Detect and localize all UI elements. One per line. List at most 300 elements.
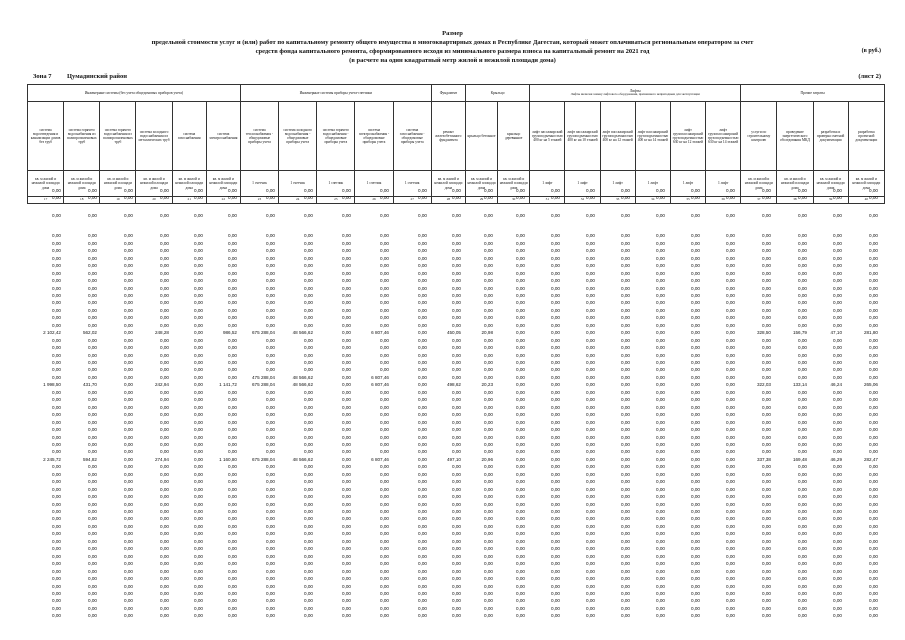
- table-cell: 0,00: [798, 263, 807, 269]
- table-cell: 0,00: [52, 195, 61, 201]
- table-cell: 0,00: [160, 360, 169, 365]
- table-cell: 0,00: [762, 479, 771, 485]
- table-cell: 475 288,04: [252, 374, 275, 380]
- table-cell: 0,00: [516, 523, 525, 529]
- table-cell: 0,00: [691, 494, 700, 500]
- table-cell: 0,00: [52, 583, 61, 589]
- table-cell: 0,00: [621, 494, 630, 500]
- table-cell: 0,00: [52, 367, 61, 373]
- column-header: лифт пассажирский грузоподъемностью 400 кг на 5 этажей: [530, 102, 565, 171]
- table-cell: 0,00: [484, 389, 493, 395]
- table-cell: 0,00: [656, 195, 665, 201]
- table-cell: 0,00: [586, 419, 595, 425]
- column-number: 30: [498, 197, 530, 204]
- table-cell: 0,00: [762, 494, 771, 500]
- table-cell: 0,00: [266, 367, 275, 373]
- table-cell: 0,00: [266, 307, 275, 313]
- table-cell: 0,00: [656, 456, 665, 462]
- table-cell: 0,00: [160, 337, 169, 343]
- table-cell: 0,00: [691, 188, 700, 193]
- table-row: [27, 308, 885, 315]
- table-row: [27, 213, 885, 220]
- table-cell: 0,00: [52, 278, 61, 284]
- table-cell: 0,00: [266, 479, 275, 485]
- column-header: система холодного водоснабжения из металлических труб: [136, 102, 172, 171]
- table-cell: 0,00: [551, 568, 560, 574]
- table-cell: 0,00: [656, 494, 665, 500]
- column-unit: кв. м жилой и нежилой площади дома: [136, 171, 172, 197]
- table-cell: 0,00: [586, 255, 595, 261]
- table-cell: 0,00: [266, 464, 275, 470]
- table-cell: 0,00: [418, 598, 427, 604]
- table-cell: 0,00: [380, 509, 389, 514]
- column-unit: кв. м жилой и нежилой площади дома: [28, 171, 64, 197]
- table-cell: 0,00: [194, 382, 203, 388]
- table-cell: 1 160,80: [219, 456, 237, 462]
- table-cell: 0,00: [228, 278, 237, 284]
- table-cell: 0,00: [762, 449, 771, 455]
- table-cell: 0,00: [304, 427, 313, 433]
- table-cell: 0,00: [484, 590, 493, 596]
- table-cell: 0,00: [124, 292, 133, 298]
- table-cell: 0,00: [194, 270, 203, 276]
- table-cell: 0,00: [621, 427, 630, 433]
- table-cell: 0,00: [124, 337, 133, 343]
- table-cell: 0,00: [869, 419, 878, 425]
- table-cell: 0,00: [380, 345, 389, 351]
- table-cell: 47,10: [830, 330, 842, 336]
- table-cell: 0,00: [726, 212, 735, 218]
- table-cell: 0,00: [304, 464, 313, 470]
- table-cell: 0,00: [52, 270, 61, 276]
- table-cell: 0,00: [304, 397, 313, 403]
- table-cell: 0,00: [484, 233, 493, 239]
- table-cell: 0,00: [691, 382, 700, 388]
- table-cell: 0,00: [621, 307, 630, 313]
- table-cell: 0,00: [124, 397, 133, 403]
- table-cell: 0,00: [418, 360, 427, 365]
- table-cell: 0,00: [869, 479, 878, 485]
- table-cell: 0,00: [551, 531, 560, 537]
- column-number: 24: [279, 197, 317, 204]
- table-cell: 0,00: [798, 427, 807, 433]
- table-cell: 0,00: [266, 263, 275, 269]
- table-cell: 0,00: [418, 434, 427, 440]
- table-cell: 0,00: [656, 285, 665, 291]
- table-cell: 0,00: [691, 263, 700, 269]
- table-cell: 0,00: [228, 464, 237, 470]
- table-cell: 0,00: [88, 479, 97, 485]
- table-row: [27, 188, 885, 195]
- table-cell: 0,00: [833, 255, 842, 261]
- table-row: [27, 464, 885, 471]
- table-cell: 0,00: [484, 523, 493, 529]
- table-cell: 0,00: [418, 285, 427, 291]
- table-cell: 0,00: [621, 613, 630, 619]
- table-cell: 0,00: [516, 456, 525, 462]
- table-cell: 0,00: [124, 494, 133, 500]
- table-cell: 0,00: [418, 471, 427, 477]
- table-cell: 497,10: [446, 456, 461, 462]
- table-cell: 0,00: [691, 523, 700, 529]
- table-cell: 0,00: [52, 464, 61, 470]
- table-cell: 0,00: [726, 367, 735, 373]
- table-cell: 0,00: [194, 292, 203, 298]
- table-cell: 0,00: [586, 449, 595, 455]
- table-cell: 0,00: [342, 195, 351, 201]
- table-cell: 0,00: [160, 434, 169, 440]
- table-cell: 0,00: [656, 546, 665, 552]
- table-cell: 0,00: [798, 389, 807, 395]
- table-cell: 0,00: [762, 240, 771, 246]
- table-cell: 0,00: [304, 576, 313, 582]
- table-cell: 0,00: [228, 568, 237, 574]
- table-cell: 0,00: [551, 509, 560, 514]
- table-cell: 0,00: [516, 546, 525, 552]
- table-cell: 0,00: [160, 233, 169, 239]
- table-cell: 0,00: [194, 613, 203, 619]
- table-cell: 0,00: [516, 486, 525, 492]
- table-cell: 0,00: [586, 195, 595, 201]
- table-cell: 0,00: [656, 553, 665, 559]
- table-cell: 0,00: [551, 583, 560, 589]
- table-cell: 0,00: [266, 509, 275, 514]
- column-number: 21: [172, 197, 206, 204]
- table-cell: 0,00: [266, 523, 275, 529]
- table-cell: 0,00: [418, 590, 427, 596]
- table-cell: 0,00: [586, 531, 595, 537]
- table-cell: 0,00: [52, 315, 61, 321]
- table-cell: 0,00: [124, 501, 133, 507]
- table-cell: 0,00: [551, 195, 560, 201]
- table-cell: 0,00: [228, 419, 237, 425]
- table-cell: 0,00: [342, 583, 351, 589]
- table-cell: 0,00: [762, 605, 771, 611]
- table-cell: 0,00: [52, 255, 61, 261]
- table-cell: 0,00: [266, 434, 275, 440]
- table-cell: 0,00: [656, 212, 665, 218]
- table-cell: 0,00: [762, 464, 771, 470]
- table-cell: 0,00: [484, 270, 493, 276]
- table-cell: 0,00: [380, 188, 389, 193]
- table-cell: 0,00: [266, 486, 275, 492]
- table-cell: 0,00: [342, 397, 351, 403]
- column-header: лифт грузопассажирский грузоподъемностью 630 кг на 12 этажей: [670, 102, 705, 171]
- table-cell: 0,00: [452, 322, 461, 328]
- table-cell: 0,00: [228, 285, 237, 291]
- table-row: [27, 516, 885, 523]
- column-unit: 1 лифт: [565, 171, 600, 197]
- table-cell: 0,00: [418, 568, 427, 574]
- table-cell: 0,00: [228, 523, 237, 529]
- table-cell: 0,00: [586, 315, 595, 321]
- table-cell: 0,00: [304, 367, 313, 373]
- table-cell: 0,00: [621, 360, 630, 365]
- table-cell: 0,00: [726, 419, 735, 425]
- table-cell: 0,00: [228, 590, 237, 596]
- table-cell: 0,00: [691, 486, 700, 492]
- table-cell: 0,00: [88, 195, 97, 201]
- table-cell: 0,00: [304, 307, 313, 313]
- table-cell: 0,00: [484, 285, 493, 291]
- table-cell: 0,00: [726, 233, 735, 239]
- table-cell: 0,00: [762, 300, 771, 306]
- table-cell: 0,00: [656, 337, 665, 343]
- header-columns-row: [28, 102, 885, 171]
- table-cell: 0,00: [833, 367, 842, 373]
- table-cell: 0,00: [869, 404, 878, 410]
- table-cell: 48 566,62: [292, 456, 313, 462]
- table-cell: 0,00: [691, 233, 700, 239]
- table-cell: 0,00: [656, 315, 665, 321]
- table-cell: 0,00: [621, 195, 630, 201]
- table-cell: 0,00: [691, 330, 700, 336]
- table-cell: 0,00: [304, 404, 313, 410]
- table-cell: 0,00: [418, 233, 427, 239]
- table-cell: 0,00: [833, 531, 842, 537]
- table-cell: 6 807,46: [371, 382, 389, 388]
- table-cell: 0,00: [124, 419, 133, 425]
- table-cell: 0,00: [380, 285, 389, 291]
- table-cell: 0,00: [691, 441, 700, 447]
- table-cell: 0,00: [418, 212, 427, 218]
- table-cell: 0,00: [516, 367, 525, 373]
- table-cell: 0,00: [656, 352, 665, 358]
- column-number: 34: [635, 197, 670, 204]
- table-cell: 0,00: [304, 605, 313, 611]
- table-cell: 0,00: [726, 590, 735, 596]
- table-cell: 0,00: [621, 456, 630, 462]
- table-cell: 0,00: [484, 501, 493, 507]
- table-cell: 0,00: [798, 561, 807, 567]
- table-cell: 0,00: [551, 322, 560, 328]
- table-cell: 0,00: [418, 531, 427, 537]
- table-cell: 0,00: [124, 404, 133, 410]
- table-cell: 0,00: [726, 501, 735, 507]
- table-cell: 0,00: [418, 255, 427, 261]
- table-cell: 0,00: [691, 449, 700, 455]
- table-cell: 0,00: [418, 292, 427, 298]
- table-cell: 0,00: [52, 509, 61, 514]
- table-cell: 0,00: [656, 412, 665, 418]
- table-row: [27, 390, 885, 397]
- table-cell: 0,00: [551, 605, 560, 611]
- table-cell: 0,00: [380, 441, 389, 447]
- table-cell: 0,00: [52, 188, 61, 193]
- table-cell: 0,00: [380, 248, 389, 254]
- table-cell: 0,00: [52, 590, 61, 596]
- table-cell: 0,00: [194, 456, 203, 462]
- table-cell: 0,00: [418, 576, 427, 582]
- table-cell: 0,00: [551, 307, 560, 313]
- table-cell: 0,00: [160, 285, 169, 291]
- group-engineering: Инженерные системы (без учета общедомовых приборов учета): [28, 85, 241, 102]
- table-cell: 0,00: [228, 263, 237, 269]
- table-cell: 0,00: [798, 538, 807, 544]
- table-cell: 0,00: [342, 598, 351, 604]
- table-cell: 0,00: [124, 427, 133, 433]
- table-cell: 0,00: [656, 263, 665, 269]
- table-cell: 0,00: [869, 307, 878, 313]
- table-cell: 0,00: [342, 538, 351, 544]
- table-cell: 0,00: [869, 322, 878, 328]
- column-unit: 1 лифт: [600, 171, 635, 197]
- table-cell: 0,00: [484, 255, 493, 261]
- table-cell: 0,00: [380, 315, 389, 321]
- table-cell: 0,00: [160, 300, 169, 306]
- table-cell: 0,00: [621, 300, 630, 306]
- table-cell: 0,00: [484, 613, 493, 619]
- table-cell: 0,00: [52, 374, 61, 380]
- table-cell: 0,00: [516, 300, 525, 306]
- table-cell: 0,00: [798, 546, 807, 552]
- table-cell: 0,00: [418, 300, 427, 306]
- doc-subtitle-2: средств фонда капитального ремонта, сформированного исходя из минимального размера взноса на капитальный ремонт на 2021 год: [255, 48, 650, 55]
- table-cell: 0,00: [656, 471, 665, 477]
- table-cell: 0,00: [621, 412, 630, 418]
- table-cell: 0,00: [726, 412, 735, 418]
- table-row: [27, 248, 885, 255]
- table-cell: 0,00: [551, 598, 560, 604]
- table-cell: 0,00: [726, 382, 735, 388]
- table-cell: 0,00: [691, 352, 700, 358]
- table-cell: 0,00: [691, 255, 700, 261]
- table-cell: 0,00: [342, 307, 351, 313]
- table-cell: 0,00: [228, 255, 237, 261]
- table-cell: 0,00: [691, 531, 700, 537]
- table-cell: 0,00: [124, 479, 133, 485]
- table-cell: 0,00: [798, 188, 807, 193]
- table-cell: 0,00: [52, 516, 61, 522]
- table-cell: 0,00: [798, 419, 807, 425]
- table-cell: 0,00: [484, 278, 493, 284]
- table-cell: 0,00: [621, 389, 630, 395]
- table-cell: 0,00: [691, 561, 700, 567]
- table-cell: 48 566,62: [292, 374, 313, 380]
- table-cell: 675 288,04: [252, 382, 275, 388]
- table-cell: 0,00: [266, 546, 275, 552]
- table-cell: 0,00: [691, 568, 700, 574]
- table-cell: 0,00: [452, 212, 461, 218]
- table-cell: 0,00: [52, 568, 61, 574]
- table-cell: 0,00: [52, 523, 61, 529]
- table-cell: 0,00: [342, 212, 351, 218]
- table-cell: 0,00: [621, 501, 630, 507]
- table-cell: 0,00: [484, 412, 493, 418]
- table-cell: 0,00: [484, 494, 493, 500]
- table-cell: 0,00: [869, 464, 878, 470]
- table-cell: 0,00: [88, 486, 97, 492]
- table-cell: 0,00: [160, 345, 169, 351]
- table-cell: 0,00: [452, 263, 461, 269]
- column-header: система горячего водоснабжения из полипропиленовых труб: [64, 102, 100, 171]
- table-cell: 0,00: [304, 509, 313, 514]
- table-cell: 0,00: [452, 509, 461, 514]
- table-cell: 0,00: [452, 598, 461, 604]
- column-number: 36: [706, 197, 741, 204]
- table-cell: 0,00: [762, 509, 771, 514]
- table-cell: 0,00: [194, 419, 203, 425]
- table-cell: 0,00: [380, 240, 389, 246]
- table-cell: 0,00: [726, 434, 735, 440]
- table-cell: 0,00: [869, 345, 878, 351]
- column-unit: 1 лифт: [635, 171, 670, 197]
- table-cell: 0,00: [452, 561, 461, 567]
- table-cell: 0,00: [621, 367, 630, 373]
- table-cell: 0,00: [124, 590, 133, 596]
- table-cell: 0,00: [762, 412, 771, 418]
- table-cell: 0,00: [762, 389, 771, 395]
- table-cell: 0,00: [452, 300, 461, 306]
- table-cell: 0,00: [304, 598, 313, 604]
- table-cell: 0,00: [726, 397, 735, 403]
- table-cell: 0,00: [516, 285, 525, 291]
- table-cell: 0,00: [228, 212, 237, 218]
- table-cell: 0,00: [88, 590, 97, 596]
- table-cell: 0,00: [342, 292, 351, 298]
- table-cell: 0,00: [586, 598, 595, 604]
- table-cell: 0,00: [266, 501, 275, 507]
- table-row: [27, 554, 885, 561]
- table-row: [27, 241, 885, 248]
- table-cell: 0,00: [380, 322, 389, 328]
- table-cell: 0,00: [228, 479, 237, 485]
- table-cell: 0,00: [691, 307, 700, 313]
- table-cell: 0,00: [484, 464, 493, 470]
- table-cell: 0,00: [762, 233, 771, 239]
- table-cell: 0,00: [88, 553, 97, 559]
- table-cell: 0,00: [228, 337, 237, 343]
- table-cell: 0,00: [380, 278, 389, 284]
- table-cell: 0,00: [124, 360, 133, 365]
- table-cell: 0,00: [88, 270, 97, 276]
- table-cell: 0,00: [380, 397, 389, 403]
- table-row: [27, 286, 885, 293]
- table-cell: 0,00: [52, 404, 61, 410]
- table-cell: 0,00: [194, 315, 203, 321]
- column-unit: кв. м жилой и нежилой площади дома: [465, 171, 497, 197]
- table-cell: 0,00: [228, 188, 237, 193]
- table-cell: 169,48: [792, 456, 807, 462]
- table-cell: 0,00: [484, 307, 493, 313]
- table-row: [27, 435, 885, 442]
- table-cell: 0,00: [88, 583, 97, 589]
- table-cell: 0,00: [726, 389, 735, 395]
- table-cell: 0,00: [551, 255, 560, 261]
- table-cell: 0,00: [342, 479, 351, 485]
- table-cell: 0,00: [52, 419, 61, 425]
- table-row: [27, 360, 885, 367]
- table-cell: 0,00: [516, 449, 525, 455]
- table-row: [27, 606, 885, 613]
- table-cell: 0,00: [726, 509, 735, 514]
- table-cell: 0,00: [452, 292, 461, 298]
- table-row: [27, 233, 885, 240]
- table-cell: 0,00: [586, 441, 595, 447]
- table-cell: 0,00: [52, 553, 61, 559]
- table-cell: 0,00: [691, 583, 700, 589]
- column-unit: 1 счетчик: [393, 171, 431, 197]
- table-cell: 0,00: [586, 501, 595, 507]
- table-cell: 0,00: [484, 419, 493, 425]
- table-cell: 0,00: [656, 598, 665, 604]
- table-cell: 0,00: [586, 367, 595, 373]
- table-cell: 0,00: [194, 195, 203, 201]
- table-cell: 0,00: [726, 538, 735, 544]
- table-cell: 0,00: [266, 419, 275, 425]
- table-cell: 0,00: [869, 531, 878, 537]
- column-number: 37: [741, 197, 777, 204]
